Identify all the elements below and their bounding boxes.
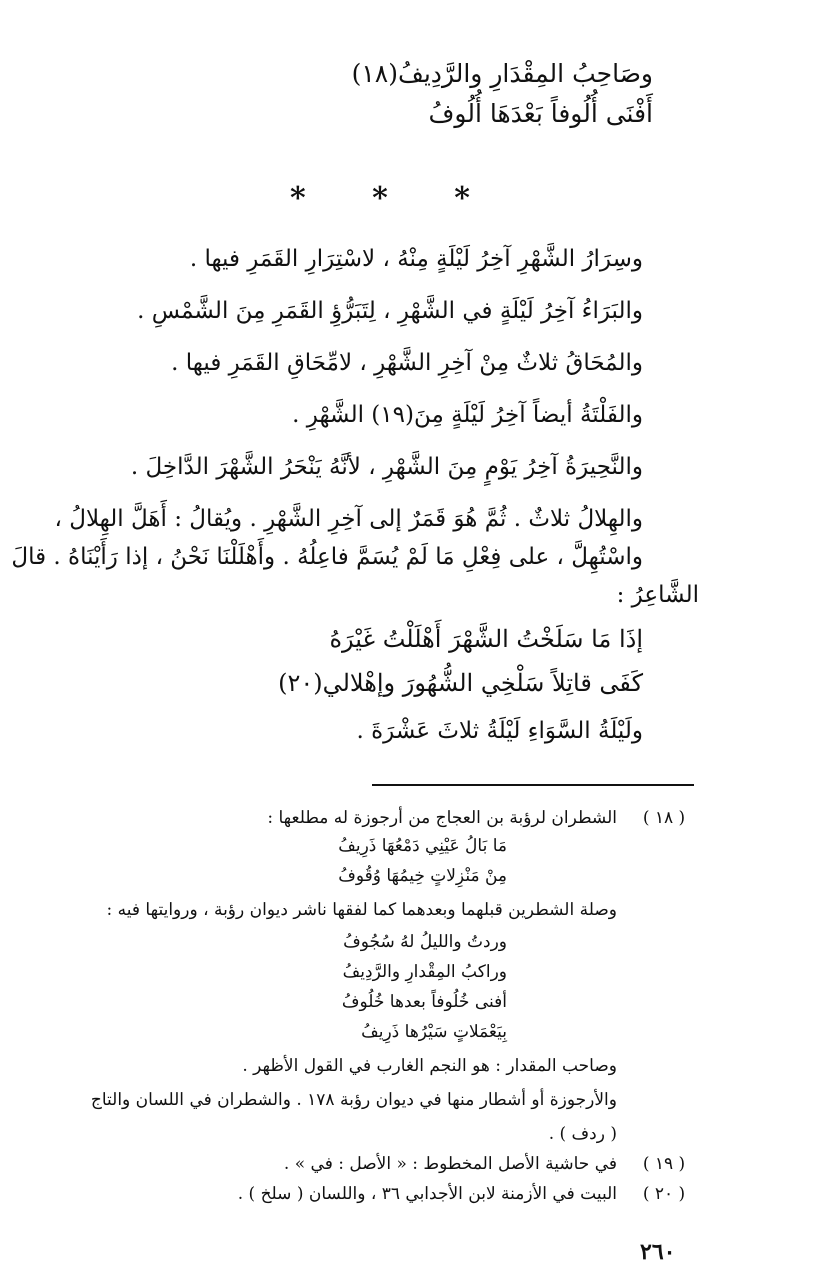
footnote-20-number: ( ٢٠ )	[642, 1184, 686, 1204]
paragraph-muhaq: والمُحَاقُ ثلاثٌ مِنْ آخِرِ الشَّهْرِ ، لامِّحَاقِ القَمَرِ فيها .	[171, 350, 643, 376]
footnote-18-middle: وصلة الشطرين قبلهما وبعدهما كما لفقها ناشر ديوان رؤبة ، وروايتها فيه :	[106, 900, 617, 920]
paragraph-falta: والفَلْتَةُ أيضاً آخِرُ لَيْلَةٍ مِنَ(١٩) الشَّهْرِ .	[292, 402, 643, 428]
separator-star: *	[372, 181, 388, 216]
footnote-18-verse2-line-2: وراكبُ المِقْدارِ والرَّدِيفُ	[342, 962, 507, 982]
verse-mid-line-2: كَفَى قاتِلاً سَلْخِي الشُّهُورَ وإهْلالي(٢٠)	[278, 669, 643, 697]
separator-star: *	[454, 181, 470, 216]
footnote-18-intro: الشطران لرؤبة بن العجاج من أرجوزة له مطلعها :	[267, 808, 617, 828]
section-separator	[290, 181, 470, 216]
paragraph-hilal-line-1: والهِلالُ ثلاثٌ . ثُمَّ هُوَ قَمَرٌ إلى آخِرِ الشَّهْرِ . ويُقالُ : أَهَلَّ الهِلالُ ،	[54, 506, 643, 532]
verse-top-line-1: وصَاحِبُ المِقْدَارِ والرَّدِيفُ(١٨)	[351, 59, 653, 88]
footnote-18-number: ( ١٨ )	[642, 808, 686, 828]
page-number: ٢٦٠	[640, 1239, 676, 1265]
footnote-19-text: في حاشية الأصل المخطوط : « الأصل : في » .	[283, 1154, 617, 1174]
footnote-18-note-line-2: ( ردف ) .	[548, 1124, 617, 1144]
footnote-18-verse1-line-2: مِنْ مَنْزِلاتٍ خِيمُهَا وُقُوفُ	[338, 866, 507, 886]
paragraph-sirar: وسِرَارُ الشَّهْرِ آخِرُ لَيْلَةٍ مِنْهُ ، لاسْتِرَارِ القَمَرِ فيها .	[189, 246, 643, 272]
footnote-18-gloss: وصاحب المقدار : هو النجم الغارب في القول الأظهر .	[242, 1056, 617, 1076]
footnote-19-number: ( ١٩ )	[642, 1154, 686, 1174]
paragraph-nahira: والنَّحِيرَةُ آخِرُ يَوْمٍ مِنَ الشَّهْرِ ، لأنَّهُ يَنْحَرُ الشَّهْرَ الدَّاخِلَ .	[130, 454, 643, 480]
footnote-18-verse2-line-3: أفنى خُلُوفاً بعدها خُلُوفُ	[341, 992, 507, 1012]
verse-mid-line-1: إذَا مَا سَلَخْتُ الشَّهْرَ أَهْلَلْتُ غَيْرَهُ	[329, 625, 643, 653]
paragraph-hilal-line-3: الشَّاعِرُ :	[616, 582, 699, 608]
paragraph-baraa: والبَرَاءُ آخِرُ لَيْلَةٍ في الشَّهْرِ ، لِتَبَرُّؤِ القَمَرِ مِنَ الشَّمْسِ .	[137, 298, 643, 324]
separator-star: *	[290, 181, 306, 216]
footnote-18-verse2-line-1: وردتُ والليلُ لهُ سُجُوفُ	[343, 932, 507, 952]
paragraph-sawaa: ولَيْلَةُ السَّوَاءِ لَيْلَةُ ثلاثَ عَشْرَةَ .	[356, 718, 643, 744]
footnote-18-verse2-line-4: بِيَعْمَلاتٍ سَيْرُها ذَرِيفُ	[361, 1022, 507, 1042]
verse-top-line-2: أَفْنَى أُلُوفاً بَعْدَهَا أُلُوفُ	[428, 99, 653, 128]
footnote-18-verse1-line-1: مَا بَالُ عَيْنِي دَمْعُهَا ذَرِيفُ	[338, 836, 507, 856]
footnote-18-note-line-1: والأرجوزة أو أشطار منها في ديوان رؤبة ١٧٨ . والشطران في اللسان والتاج	[90, 1090, 617, 1110]
footnote-divider	[372, 784, 694, 786]
paragraph-hilal-line-2: واسْتُهِلَّ ، على فِعْلِ مَا لَمْ يُسَمَّ فاعِلُهُ . وأَهْلَلْنَا نَحْنُ ، إذا رَأَيْنَاهُ . قالَ	[11, 544, 643, 570]
footnote-20-text: البيت في الأزمنة لابن الأجدابي ٣٦ ، واللسان ( سلخ ) .	[237, 1184, 617, 1204]
